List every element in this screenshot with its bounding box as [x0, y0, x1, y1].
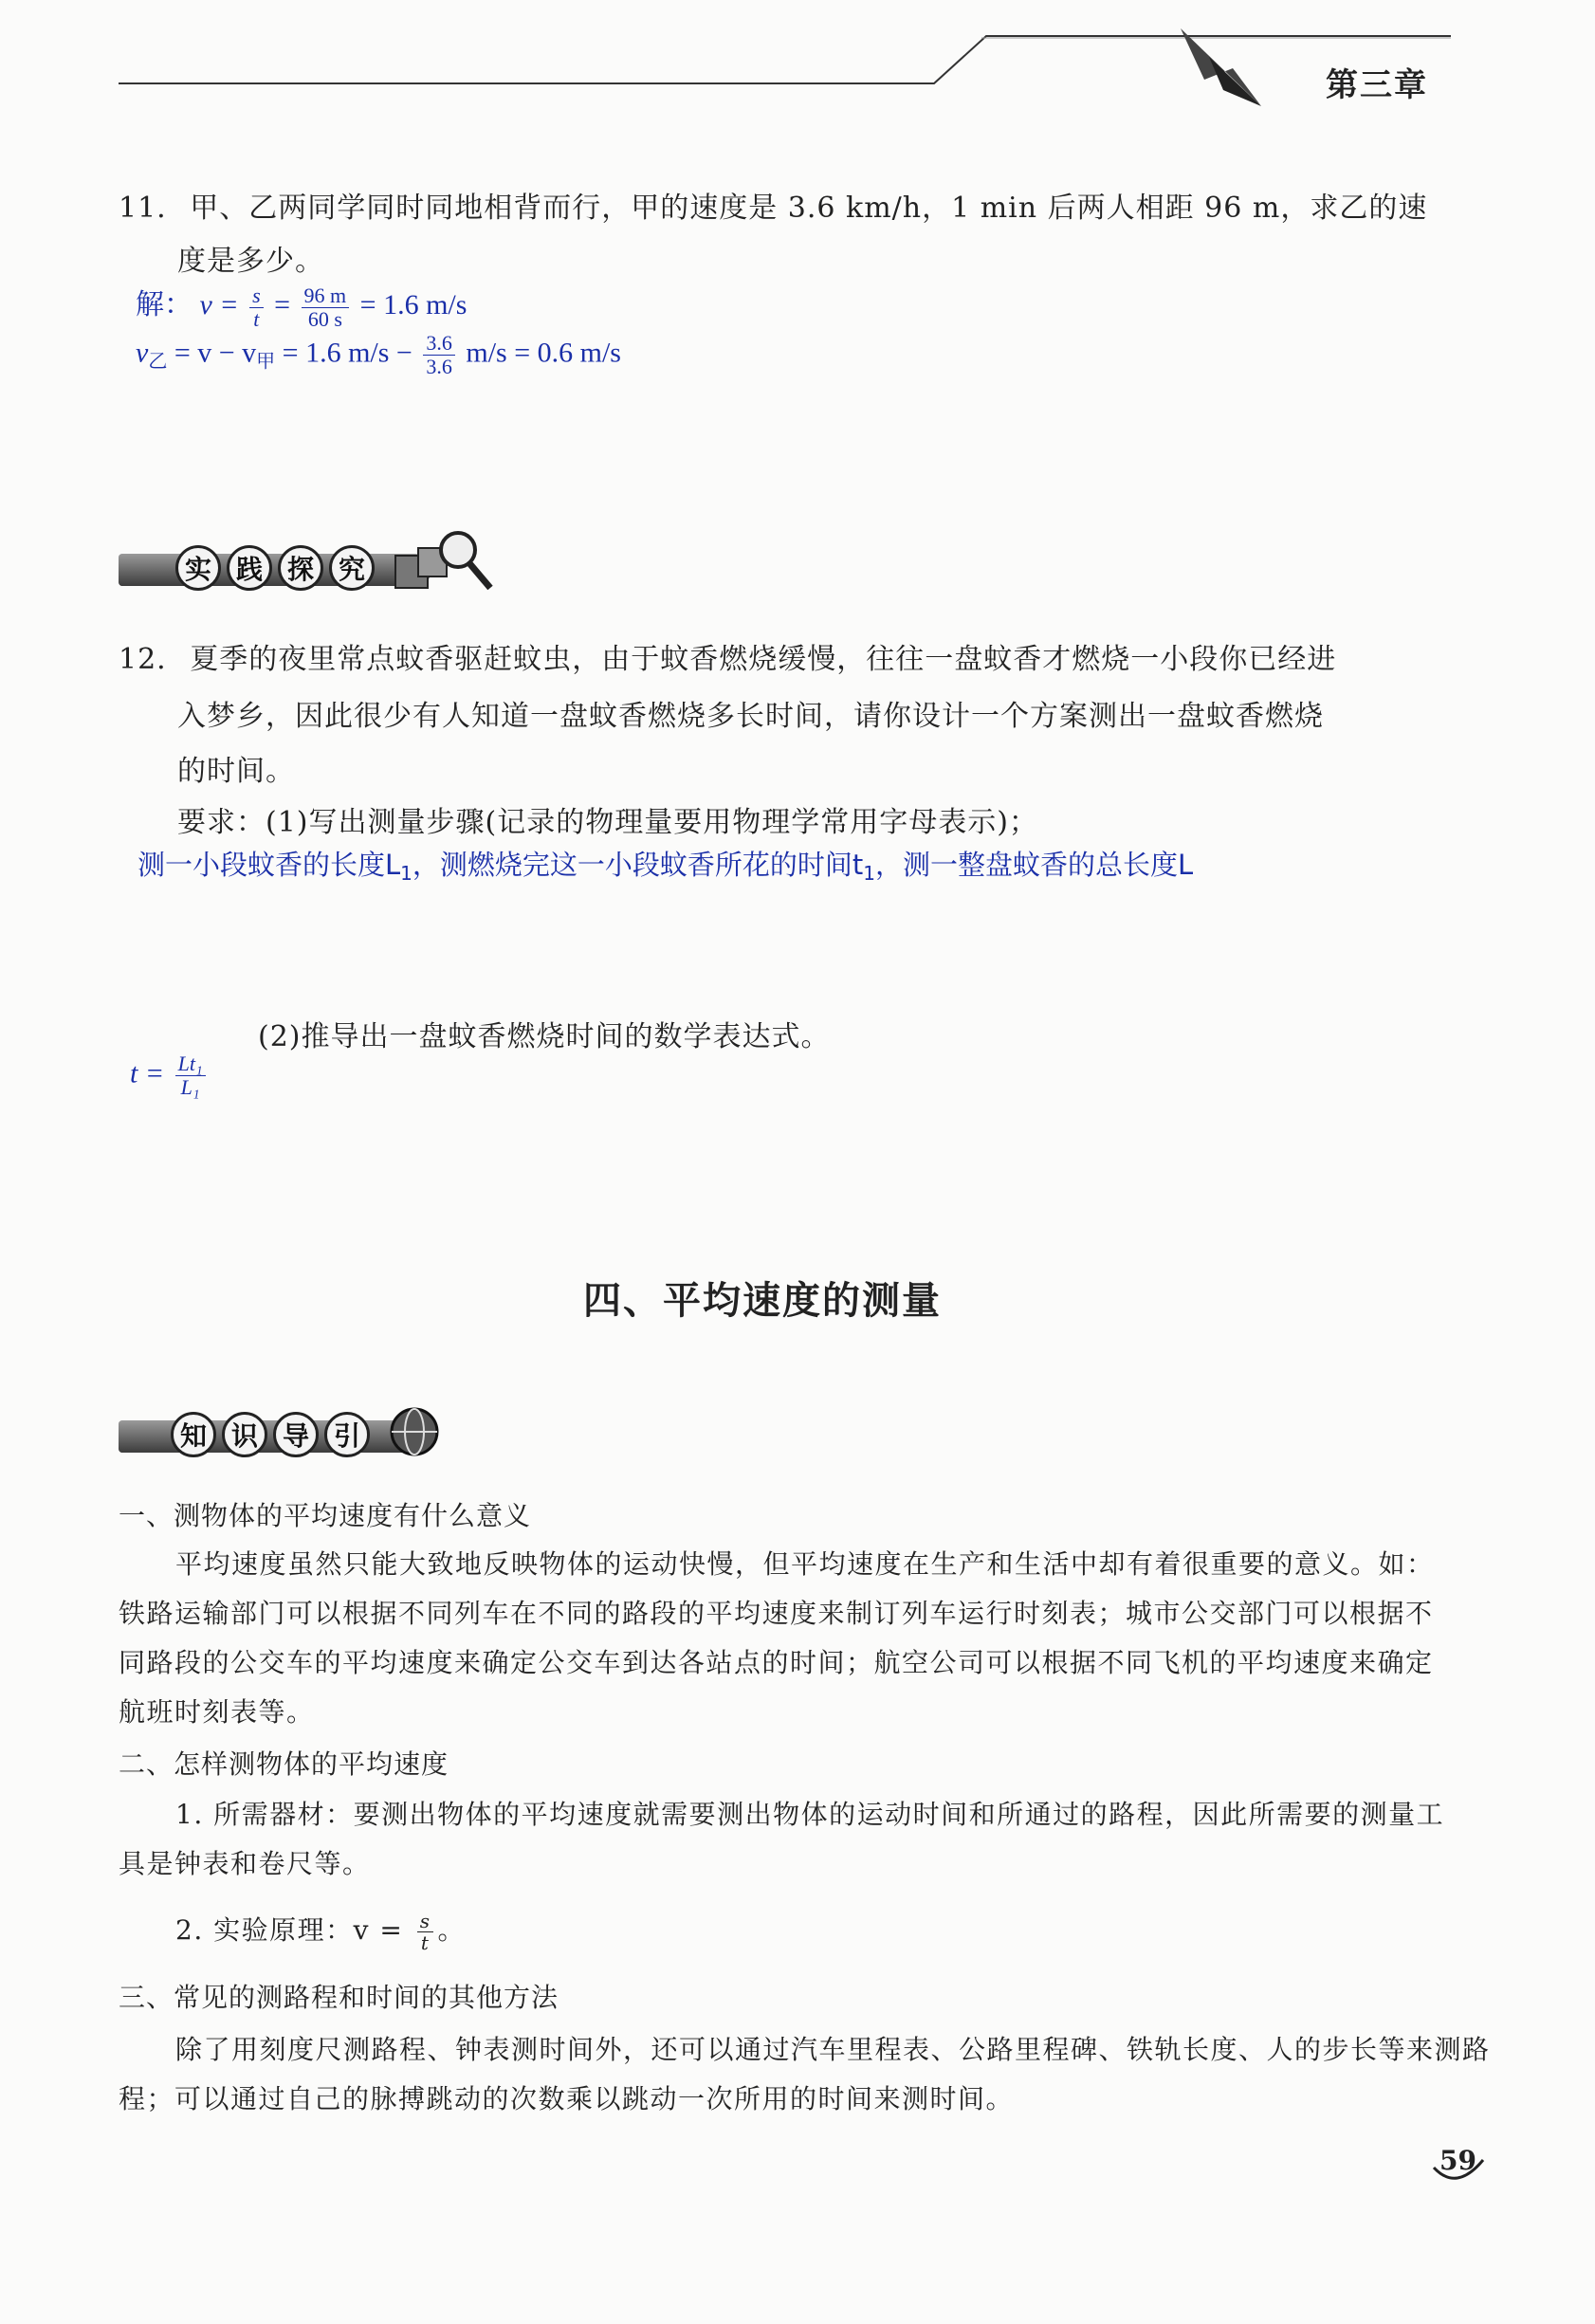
fraction-s-over-t: $\frac{s}{t}$: [417, 1911, 434, 1953]
banner-char: 导: [273, 1412, 319, 1457]
banner-char: 识: [222, 1412, 267, 1457]
question-text: 夏季的夜里常点蚊香驱赶蚊虫，由于蚊香燃烧缓慢，往往一盘蚊香才燃烧一小段你已经进: [190, 643, 1337, 676]
banner-char: 实: [175, 545, 221, 591]
banner-char: 究: [329, 545, 375, 591]
guide-heading-1: 一、测物体的平均速度有什么意义: [119, 1500, 532, 1531]
banner-practice-explore: [119, 542, 517, 594]
answer-11-line2: $v_乙 = v - v_甲 = 1.6$ m/s − $\frac{3.6}{3.6}$ m/s = 0.6 m/s: [136, 331, 621, 378]
question-12: [119, 633, 1336, 686]
question-12-line3: 的时间。: [177, 755, 295, 788]
magnifier-icon: [394, 529, 498, 595]
banner-char: 知: [171, 1412, 216, 1457]
banner-char: 引: [324, 1412, 370, 1457]
answer-12-part1: 测一小段蚊香的长度$L_1$，测燃烧完这一小段蚊香所花的时间$t_1$，测一整盘蚊香的总长度L: [138, 849, 1194, 885]
question-12-requirement-2: (2)推导出一盘蚊香燃烧时间的数学表达式。: [258, 1020, 831, 1053]
banner-knowledge-guide: [119, 1409, 517, 1460]
guide-heading-3: 三、常见的测路程和时间的其他方法: [119, 1982, 559, 2013]
fraction-s-over-t: $\frac{s}{t}$: [249, 284, 264, 331]
question-text: 甲、乙两同学同时同地相背而行，甲的速度是 3.6 km/h，1 min 后两人相距 96 m，求乙的速: [190, 192, 1428, 225]
question-number: 11.: [119, 192, 167, 225]
guide-paragraph-2: 1. 所需器材：要测出物体的平均速度就需要测出物体的运动时间和所通过的路程，因此所需要的测量工 具是钟表和卷尺等。: [119, 1799, 1445, 1879]
banner-char: 践: [227, 545, 272, 591]
guide-paragraph-1: 平均速度虽然只能大致地反映物体的运动快慢，但平均速度在生产和生活中却有着很重要的意义。如： 铁路运输部门可以根据不同列车在不同的路段的平均速度来制订列车运行时刻表；城市公交部门可以根据不 同路段的公交车的平均速度来确定公交车到达各站点的时间；航空公司可以根据不同飞机的平均速度来确定 航班时刻表等。: [119, 1548, 1435, 1728]
question-11-line2: 度是多少。: [177, 245, 324, 278]
question-12-line2: 入梦乡，因此很少有人知道一盘蚊香燃烧多长时间，请你设计一个方案测出一盘蚊香燃烧: [177, 700, 1324, 733]
answer-11-line1: 解： v = $\frac{s}{t}$ = $\frac{96 m}{60 s}$ = 1.6 m/s: [136, 283, 468, 331]
question-number: 12.: [119, 643, 167, 676]
fraction-3.6-over-3.6: $\frac{3.6}{3.6}$: [423, 332, 455, 378]
question-12-requirement-1: 要求：(1)写出测量步骤(记录的物理量要用物理学常用字母表示)；: [177, 806, 1038, 839]
question-11: [119, 182, 1427, 235]
guide-paragraph-4: 除了用刻度尺测路程、钟表测时间外，还可以通过汽车里程表、公路里程碑、铁轨长度、人的步长等来测路 程；可以通过自己的脉搏跳动的次数乘以跳动一次所用的时间来测时间。: [119, 2034, 1491, 2114]
header: [0, 0, 1595, 123]
banner-char: 探: [278, 545, 323, 591]
globe-icon: [384, 1401, 450, 1458]
fraction-96m-over-60s: $\frac{96 m}{60 s}$: [302, 284, 350, 331]
page-number: 59: [1430, 2139, 1487, 2192]
guide-heading-2: 二、怎样测物体的平均速度: [119, 1748, 449, 1780]
section-title: 四、平均速度的测量: [583, 1279, 942, 1323]
guide-principle: 2. 实验原理：v = $\frac{s}{t}$ 。: [175, 1910, 466, 1954]
chapter-title: 第三章: [1326, 66, 1428, 104]
answer-12-part2: t = $\frac{\text{Lt₁}}{\text{L₁}}$: [130, 1052, 210, 1099]
fraction-Lt1-over-L1: $\frac{\text{Lt₁}}{\text{L₁}}$: [175, 1052, 206, 1099]
